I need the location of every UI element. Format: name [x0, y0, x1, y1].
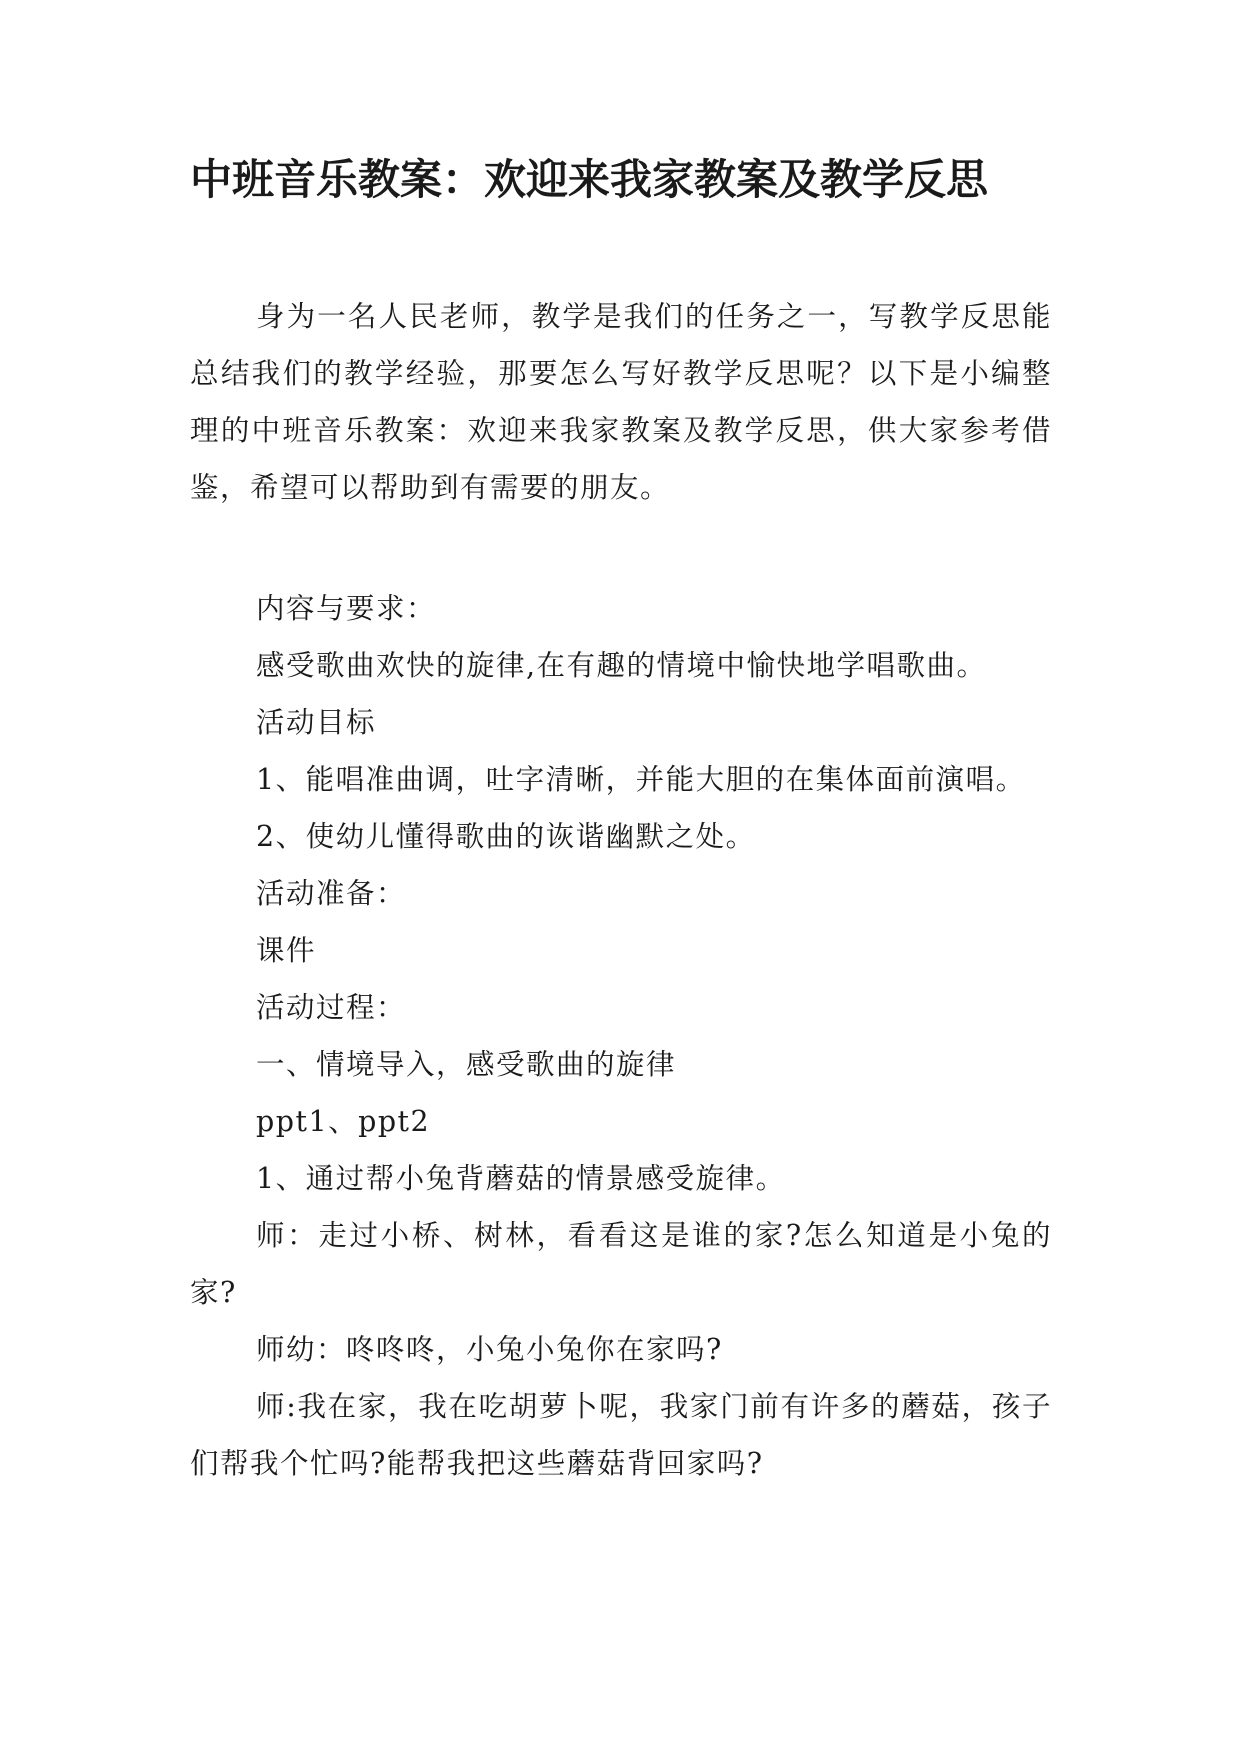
body-paragraph: ppt1、ppt2: [256, 1105, 431, 1138]
body-paragraph: 1、通过帮小兔背蘑菇的情景感受旋律。: [256, 1162, 786, 1195]
body-paragraph: 1、能唱准曲调，吐字清晰，并能大胆的在集体面前演唱。: [256, 763, 1026, 796]
section-heading-goals: 活动目标: [256, 706, 377, 739]
body-paragraph: 课件: [256, 934, 317, 967]
body-paragraph: 2、使幼儿懂得歌曲的诙谐幽默之处。: [256, 820, 756, 853]
body-paragraph: 感受歌曲欢快的旋律,在有趣的情境中愉快地学唱歌曲。: [256, 649, 987, 682]
intro-paragraph: 身为一名人民老师，教学是我们的任务之一，写教学反思能总结我们的教学经验，那要怎么写好教学反思呢？以下是小编整理的中班音乐教案：欢迎来我家教案及教学反思，供大家参考借鉴，希望可以帮助到有需要的朋友。: [190, 300, 1052, 504]
body-paragraph: 一、情境导入，感受歌曲的旋律: [256, 1048, 677, 1081]
document-title: 中班音乐教案：欢迎来我家教案及教学反思: [190, 155, 989, 204]
section-heading-content: 内容与要求：: [256, 592, 437, 625]
body-paragraph: 师：走过小桥、树林，看看这是谁的家?怎么知道是小兔的家?: [190, 1219, 1052, 1309]
body-paragraph: 师幼：咚咚咚，小兔小兔你在家吗?: [256, 1333, 723, 1366]
section-heading-preparation: 活动准备：: [256, 877, 407, 910]
document-body: [190, 580, 1052, 1492]
section-heading-process: 活动过程：: [256, 991, 407, 1024]
body-paragraph: 师:我在家，我在吃胡萝卜呢，我家门前有许多的蘑菇，孩子们帮我个忙吗?能帮我把这些蘑菇背回家吗?: [190, 1390, 1052, 1480]
